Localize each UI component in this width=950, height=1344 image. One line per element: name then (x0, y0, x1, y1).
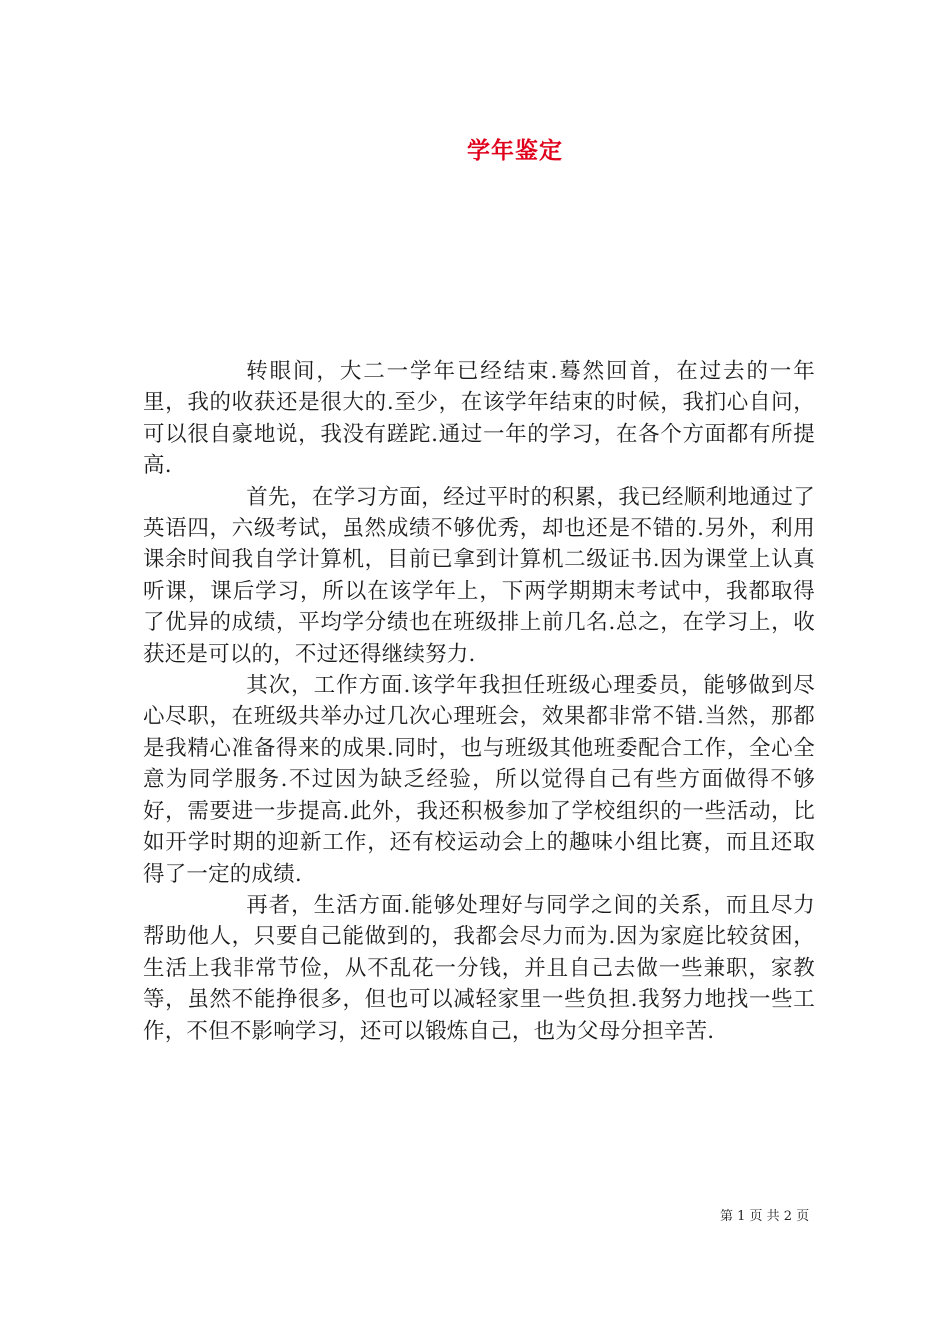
document-body (143, 356, 815, 1047)
paragraph-life: 再者，生活方面.能够处理好与同学之间的关系，而且尽力帮助他人，只要自己能做到的，我都会尽力而为.因为家庭比较贫困，生活上我非常节俭，从不乱花一分钱，并且自己去做一些兼职，家教等，虽然不能挣很多，但也可以减轻家里一些负担.我努力地找一些工作，不但不影响学习，还可以锻炼自己，也为父母分担辛苦. (143, 892, 815, 1044)
document-title: 学年鉴定 (467, 137, 563, 164)
paragraph-work: 其次，工作方面.该学年我担任班级心理委员，能够做到尽心尽职，在班级共举办过几次心理班会，效果都非常不错.当然，那都是我精心准备得来的成果.同时，也与班级其他班委配合工作，全心全意为同学服务.不过因为缺乏经验，所以觉得自己有些方面做得不够好，需要进一步提高.此外，我还积极参加了学校组织的一些活动，比如开学时期的迎新工作，还有校运动会上的趣味小组比赛，而且还取得了一定的成绩. (143, 673, 815, 887)
paragraph-intro: 转眼间，大二一学年已经结束.蓦然回首，在过去的一年里，我的收获还是很大的.至少，在该学年结束的时候，我扪心自问，可以很自豪地说，我没有蹉跎.通过一年的学习，在各个方面都有所提高. (143, 359, 815, 479)
page-number-footer: 第 1 页 共 2 页 (720, 1209, 810, 1224)
paragraph-study: 首先，在学习方面，经过平时的积累，我已经顺利地通过了英语四，六级考试，虽然成绩不够优秀，却也还是不错的.另外，利用课余时间我自学计算机，目前已拿到计算机二级证书.因为课堂上认真听课，课后学习，所以在该学年上，下两学期期末考试中，我都取得了优异的成绩，平均学分绩也在班级排上前几名.总之，在学习上，收获还是可以的，不过还得继续努力. (143, 484, 815, 667)
